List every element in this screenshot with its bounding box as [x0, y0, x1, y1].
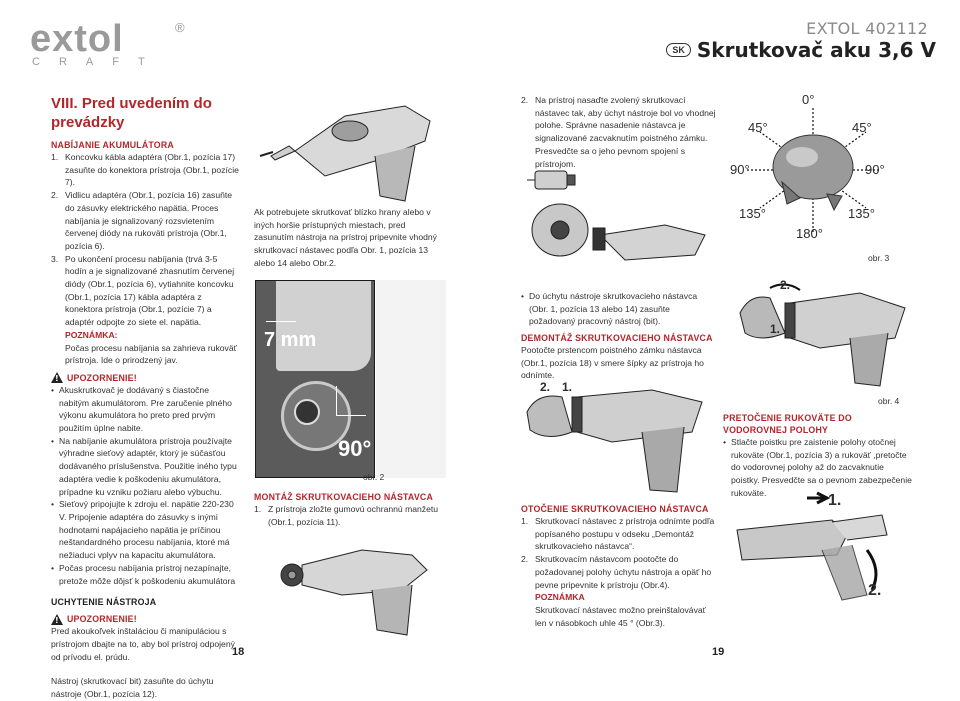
- removal-heading: DEMONTÁŽ SKRUTKOVACIEHO NÁSTAVCA: [521, 333, 713, 343]
- rotation-note: [521, 591, 716, 629]
- product-title: Skrutkovač aku 3,6 V: [696, 38, 936, 62]
- screwdriver-illustration-bottom: [262, 530, 442, 640]
- note-label: POZNÁMKA:: [65, 329, 118, 340]
- step-num: 2.: [521, 554, 529, 565]
- obr-2-label: obr. 2: [363, 472, 385, 482]
- handle-block: [723, 412, 913, 500]
- angle-lower-right: 135°: [848, 206, 875, 221]
- angle-upper-left: 45°: [748, 120, 768, 135]
- mount-block: [254, 491, 449, 528]
- nozzle-shape: [276, 281, 371, 371]
- model-number: EXTOL 402112: [806, 19, 928, 38]
- removal-text: Pootočte prstencom poistného zámku nástavca (Obr.1, pozícia 18) v smere šípky az prístroja ho odnímte.: [521, 345, 704, 381]
- step-text: Vidlicu adaptéra (Obr.1, pozícia 16) zasuňte do zásuvky elektrického napätia. Proces nabíjania je signalizovaný rozsvietením červenej diódy na rukoväti prístroja (Obr.1, pozícia 6).: [65, 190, 233, 251]
- section-title: VIII. Pred uvedením do prevádzky: [51, 95, 212, 131]
- rotation-block: [521, 503, 716, 629]
- step-num: 2.: [51, 190, 59, 201]
- step-2-text: Na prístroj nasaďte zvolený skrutkovací nástavec tak, aby úchyt nástroje bol vo vhodnej polohe. Správne nasadenie nástavca je signalizované zacvaknutím poistného zámku. Presvedčte sa o jeho pevnom spojení s prístrojom.: [535, 95, 716, 169]
- attachment-on-tool-illustration: [525, 200, 715, 280]
- bit-bullet-text: • Do úchytu nástroje skrutkovacieho nástavca (Obr. 1, pozícia 13 alebo 14) zasuňte požadovaný pracovný nástroj (bit).: [521, 290, 711, 328]
- brand-logo: [30, 20, 190, 70]
- charging-steps: [51, 151, 239, 329]
- warning-icon: [51, 372, 63, 383]
- fig4b-label-1: 1.: [562, 380, 573, 394]
- figure-4-top-tool: [730, 278, 910, 388]
- fig5-label-2: 2.: [868, 582, 882, 599]
- dim-line: [266, 321, 296, 322]
- charging-step-3: [51, 253, 239, 329]
- warning-label: UPOZORNENIE!: [67, 372, 137, 383]
- angle-upper-right: 45°: [852, 120, 872, 135]
- angle-top: 0°: [802, 92, 815, 107]
- step-text: Koncovku kábla adaptéra (Obr.1, pozícia 17) zasuňte do konektora prístroja (Obr.1, pozície 7).: [65, 152, 239, 188]
- logo-main: extol: [30, 18, 124, 60]
- obr-3-label: obr. 3: [868, 253, 890, 263]
- obr-4-label: obr. 4: [878, 396, 900, 406]
- bit-bullet: [521, 290, 711, 328]
- angle-label: 90°: [338, 436, 372, 461]
- warning-item: • Na nabíjanie akumulátora prístroja používajte výhradne sieťový adaptér, ktorý je súčasťou dodávaného príslušenstva. Použitie iného typu adaptéra vedie k poškodeniu akumulátora, prípadne ku vzniku požiaru alebo výbuchu.: [51, 435, 239, 499]
- step-text: Skrutkovacím nástavcom pootočte do požadovanej polohy úchytu nástroja a opäť ho pevne pripevnite k prístroju (Obr.4).: [535, 554, 712, 590]
- rotation-step-1: [521, 515, 716, 553]
- fig4b-label-2: 2.: [540, 380, 551, 394]
- warning-row: [51, 372, 239, 384]
- rotation-note-label: POZNÁMKA: [535, 592, 585, 603]
- angle-frame: [336, 386, 366, 416]
- charging-step-2: [51, 189, 239, 253]
- figure-2-side: [376, 280, 446, 478]
- chuck-shape: [294, 399, 320, 425]
- page-number-right: 19: [712, 646, 725, 658]
- left-column: [51, 94, 239, 701]
- step-text: Z prístroja zložte gumovú ochrannú manžetu (Obr.1, pozícia 11).: [268, 504, 439, 527]
- page-number-left: 18: [232, 646, 245, 658]
- warning-item: • Sieťový pripojujte k zdroju el. napätie 220-230 V. Pripojenie adaptéra do zásuvky s inými hodnotami napájacieho napätia je príčinou neštandardného procesu nabíjania, ktoré má nežiaduci vplyv na kapacitu akumulátora.: [51, 498, 239, 562]
- screwdriver-illustration-top: [255, 96, 445, 206]
- warning-list: [51, 384, 239, 587]
- step-num: 3.: [51, 253, 59, 264]
- charging-heading: NABÍJANIE AKUMULÁTORA: [51, 140, 174, 150]
- angle-left: 90°: [730, 162, 750, 177]
- rotation-note-text: Skrutkovací nástavec možno preinštalovávať len v násobkoch uhle 45 ° (Obr.3).: [535, 604, 706, 628]
- warning-item: • Počas procesu nabíjania prístroj nezapínajte, pretože môže dôjsť k poškodeniu akumulátora: [51, 562, 239, 587]
- note-text: Počas procesu nabíjania sa zahrieva rukoväť prístroja. Ide o prirodzený jav.: [65, 342, 237, 366]
- step-text: Po ukončení procesu nabíjania (trvá 3-5 hodín a je signalizované zhasnutím červenej diódy (Obr.1, pozícia 6), vytiahnite koncovku (Obr.1, pozícia 17) kábla adaptéra z konektora prístroja (Obr.1, pozície 7) a adaptér odpojte zo siete el. napätia.: [65, 253, 235, 328]
- rotation-step-2: [521, 553, 716, 591]
- tool-warning-label: UPOZORNENIE!: [67, 614, 137, 625]
- rotation-steps: [521, 515, 716, 591]
- mount-heading: MONTÁŽ SKRUTKOVACIEHO NÁSTAVCA: [254, 492, 433, 502]
- warning-item: • Akuskrutkovač je dodávaný s čiastočne nabitým akumulátorom. Pre zaručenie plného výkonu akumulátora ho preto pred prvým použitím úplne nabite.: [51, 384, 239, 435]
- handle-text: • Stlačte poistku pre zaistenie polohy otočnej rukoväte (Obr.1, pozícia 3) a rukoväť ,pretočte do vodorovnej polohy až do zacvaknutie poistky. Presvedčte sa o pevnom zabezpečenie rukoväte.: [723, 436, 913, 500]
- tool-heading: UCHYTENIE NÁSTROJA: [51, 597, 157, 608]
- tool-warning-row: [51, 613, 239, 625]
- tool-text: Nástroj (skrutkovací bit) zasuňte do úchytu nástroje (Obr.1, pozícia 12).: [51, 676, 214, 700]
- angle-bottom: 180°: [796, 226, 823, 241]
- attachment-illustration: [525, 165, 580, 195]
- angle-right: 90°: [865, 162, 885, 177]
- figure-4-bottom-tool: [522, 372, 712, 497]
- rotation-heading: OTOČENIE SKRUTKOVACIEHO NÁSTAVCA: [521, 504, 709, 514]
- step-num: 1.: [254, 504, 262, 514]
- angle-diagram: [722, 92, 904, 250]
- angle-lower-left: 135°: [739, 206, 766, 221]
- step-num: 2.: [521, 95, 529, 105]
- lang-badge: SK: [666, 43, 691, 57]
- figure-2: [255, 280, 375, 478]
- step-num: 1.: [521, 516, 529, 526]
- logo-registered: ®: [175, 20, 185, 35]
- mount-steps: [254, 503, 449, 528]
- fig-caption: Ak potrebujete skrutkovať blízko hrany alebo v iných horšie prístupných miestach, pred zasunutím nástroja na prístroj pripevnite vhodný skrutkovací nástavec podľa Obr. 1, pozícia 13 alebo 14 alebo Obr.2.: [254, 207, 437, 268]
- step-text: Skrutkovací nástavec z prístroja odnímte podľa popísaného postupu v odseku „Demontáž skrutkovacieho nástavca“.: [535, 516, 715, 552]
- tool-warning-text: Pred akoukoľvek inštaláciou či manipuláciou s prístrojom dbajte na to, aby bol prístroj odpojený od prívodu el. prúdu.: [51, 626, 235, 662]
- fig5-label-1: 1.: [828, 492, 842, 509]
- mount-step: [254, 503, 449, 528]
- fig4-label-1: 1.: [770, 322, 781, 336]
- warning-icon: [51, 614, 63, 625]
- step-2-block: [521, 94, 716, 170]
- note-block: [51, 329, 239, 367]
- step-num: 1.: [51, 152, 59, 162]
- figure-5-handle-rotation: [722, 490, 912, 625]
- dim-label: 7 mm: [264, 329, 317, 351]
- charging-step-1: [51, 151, 239, 189]
- logo-sub: CRAFT: [32, 56, 164, 68]
- product-title-row: [666, 38, 936, 62]
- handle-heading: PRETOČENIE RUKOVÄTE DO VODOROVNEJ POLOHY: [723, 413, 852, 435]
- fig4-label-2: 2.: [780, 278, 791, 292]
